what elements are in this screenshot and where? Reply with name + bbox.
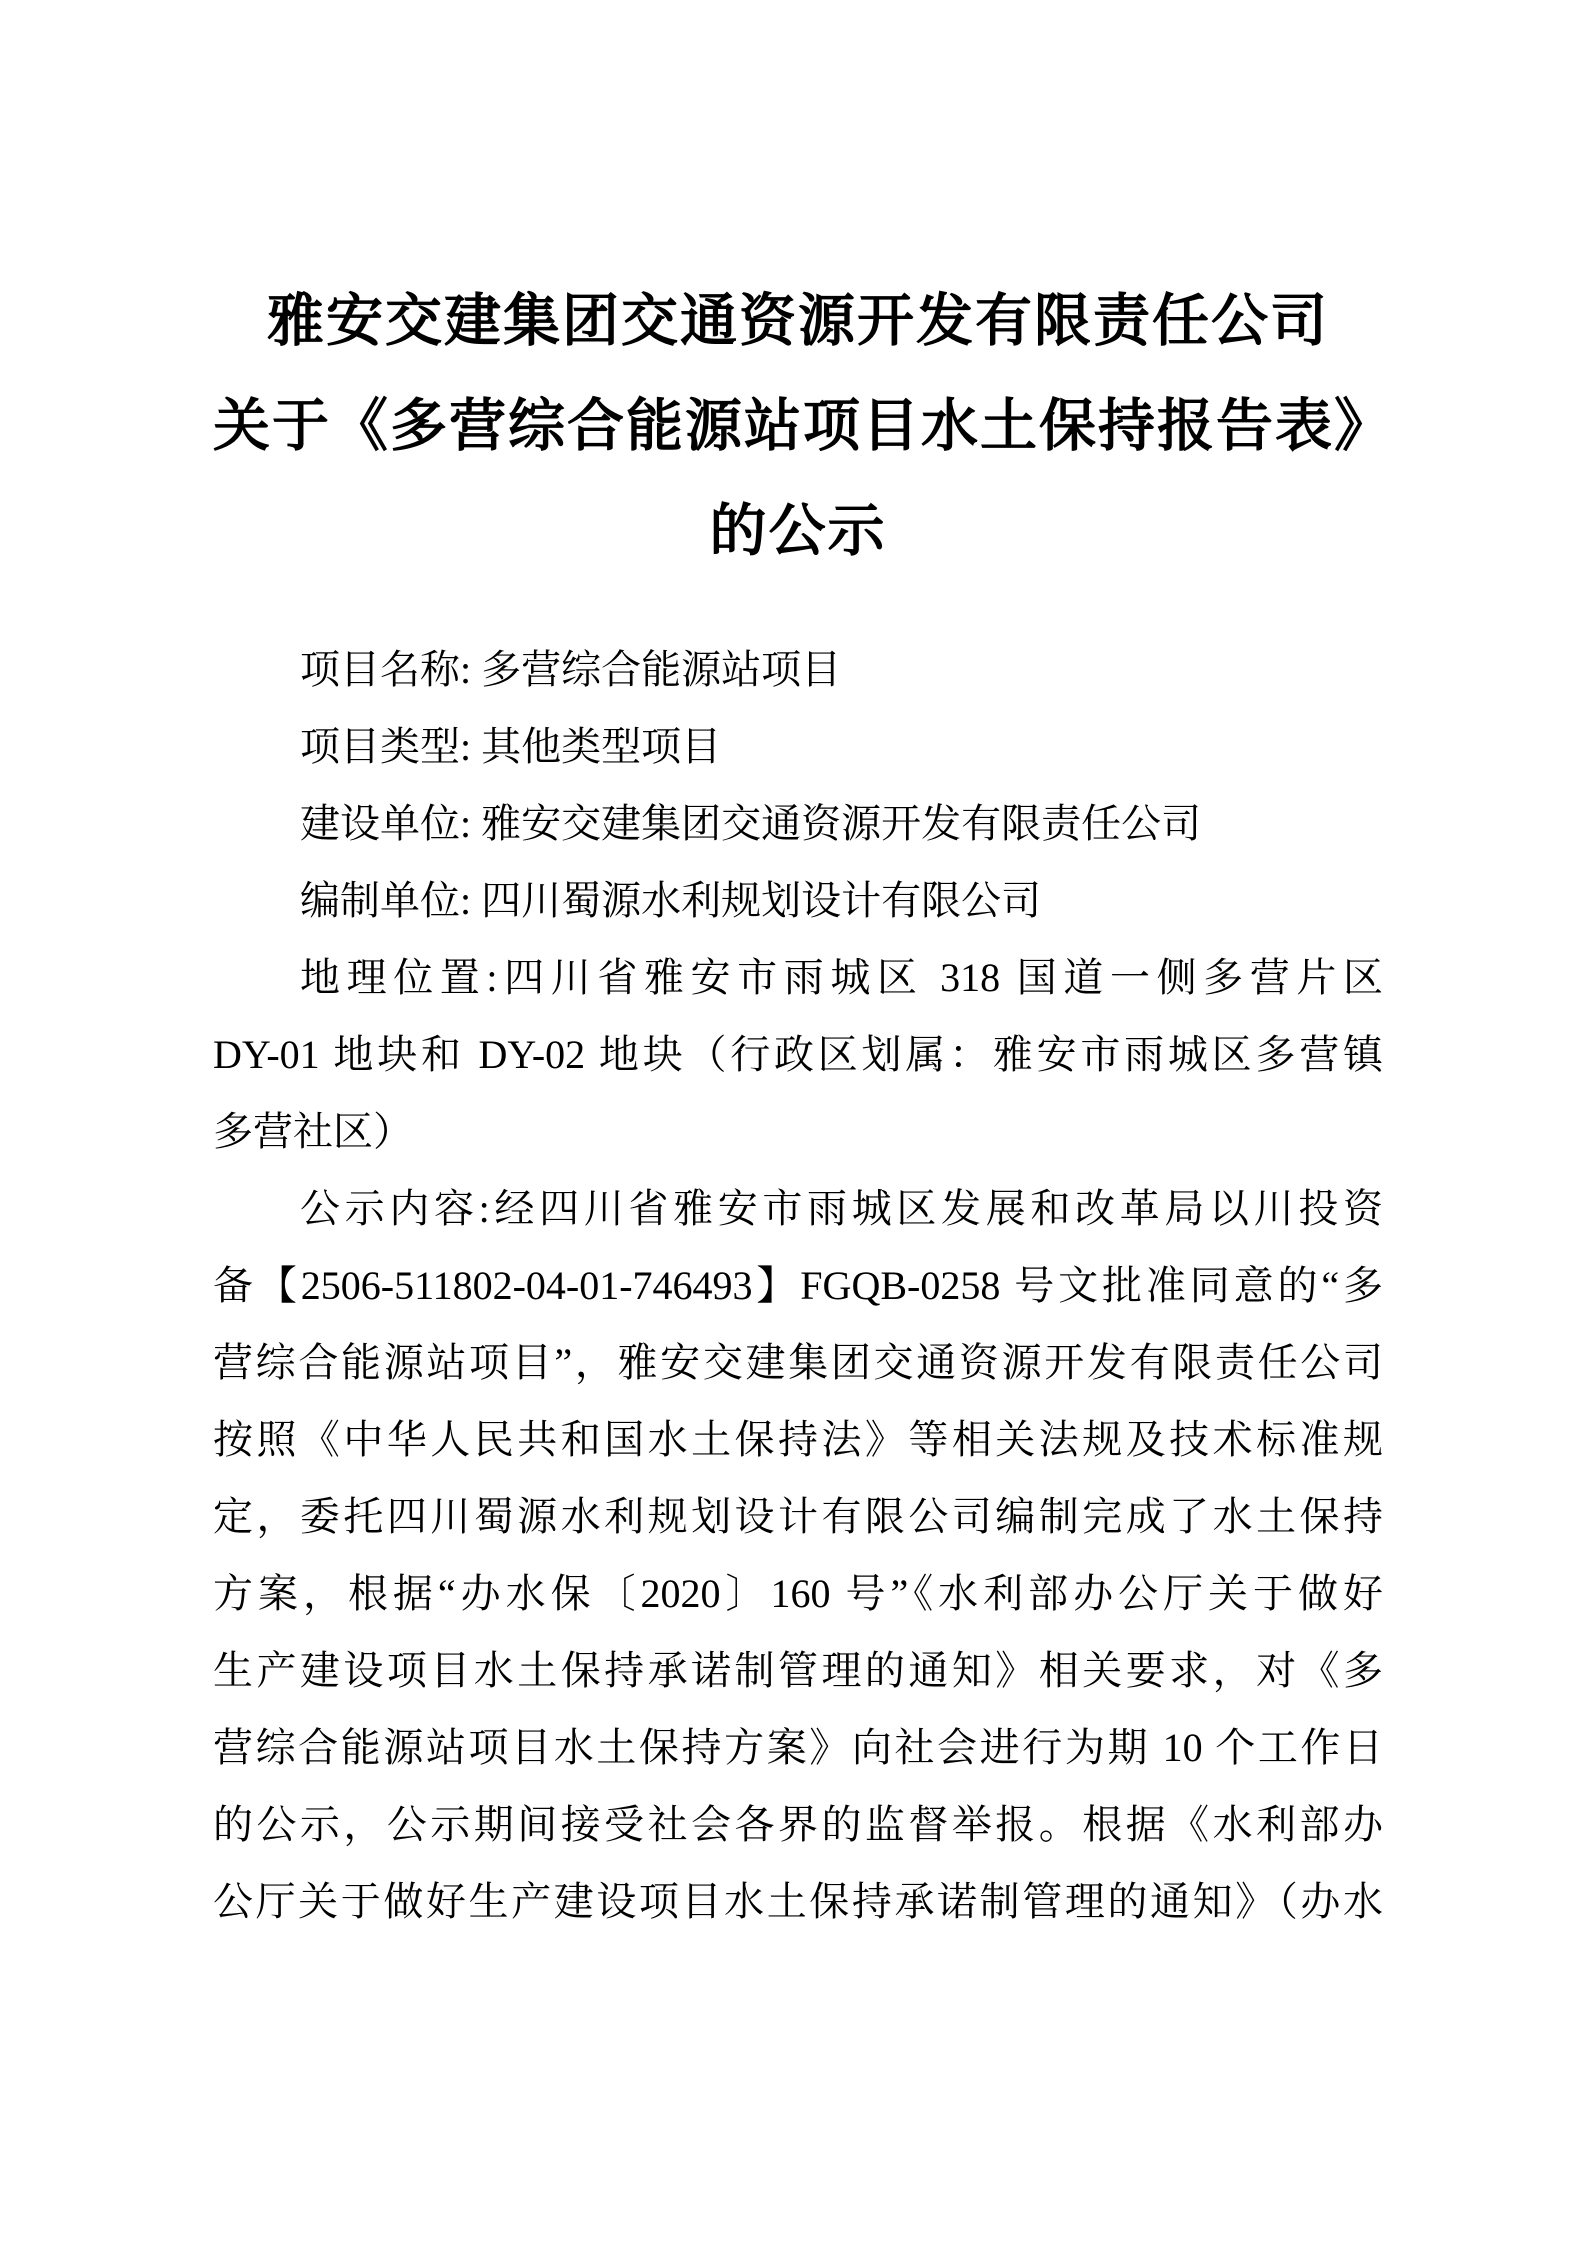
document-content: [213, 269, 1393, 1940]
document-body: [213, 631, 1383, 1940]
body-line-notice-6: 方案，根据“办水保〔2020〕160 号”《水利部办公厅关于做好: [213, 1571, 1383, 1616]
body-line-location-3: 多营社区）: [213, 1109, 413, 1154]
title-line-2: 关于《多营综合能源站项目水土保持报告表》: [213, 395, 1393, 458]
body-line-notice-4: 按照《中华人民共和国水土保持法》等相关法规及技术标准规: [213, 1417, 1383, 1462]
body-line-notice-9: 的公示，公示期间接受社会各界的监督举报。根据《水利部办: [213, 1802, 1383, 1847]
body-line-notice-1: 公示内容:经四川省雅安市雨城区发展和改革局以川投资: [300, 1186, 1383, 1231]
body-line-compiling-unit: 编制单位: 四川蜀源水利规划设计有限公司: [300, 878, 1042, 923]
body-line-notice-10: 公厅关于做好生产建设项目水土保持承诺制管理的通知》（办水: [213, 1879, 1383, 1924]
body-line-notice-3: 营综合能源站项目”，雅安交建集团交通资源开发有限责任公司: [213, 1340, 1383, 1385]
body-line-location-2: DY-01 地块和 DY-02 地块（行政区划属：雅安市雨城区多营镇: [213, 1032, 1383, 1077]
body-line-notice-8: 营综合能源站项目水土保持方案》向社会进行为期 10 个工作日: [213, 1725, 1383, 1770]
body-line-project-name: 项目名称: 多营综合能源站项目: [300, 647, 842, 692]
body-line-notice-7: 生产建设项目水土保持承诺制管理的通知》相关要求，对《多: [213, 1648, 1383, 1693]
body-line-notice-5: 定，委托四川蜀源水利规划设计有限公司编制完成了水土保持: [213, 1494, 1383, 1539]
body-line-notice-2: 备【2506-511802-04-01-746493】FGQB-0258 号文批准同意的“多: [213, 1263, 1383, 1308]
title-line-1: 雅安交建集团交通资源开发有限责任公司: [267, 290, 1329, 353]
document-title: [213, 269, 1393, 584]
body-line-location-1: 地理位置:四川省雅安市雨城区 318 国道一侧多营片区: [300, 955, 1383, 1000]
body-line-project-type: 项目类型: 其他类型项目: [300, 724, 722, 769]
body-line-construction-unit: 建设单位: 雅安交建集团交通资源开发有限责任公司: [300, 801, 1202, 846]
title-line-3: 的公示: [709, 500, 887, 563]
